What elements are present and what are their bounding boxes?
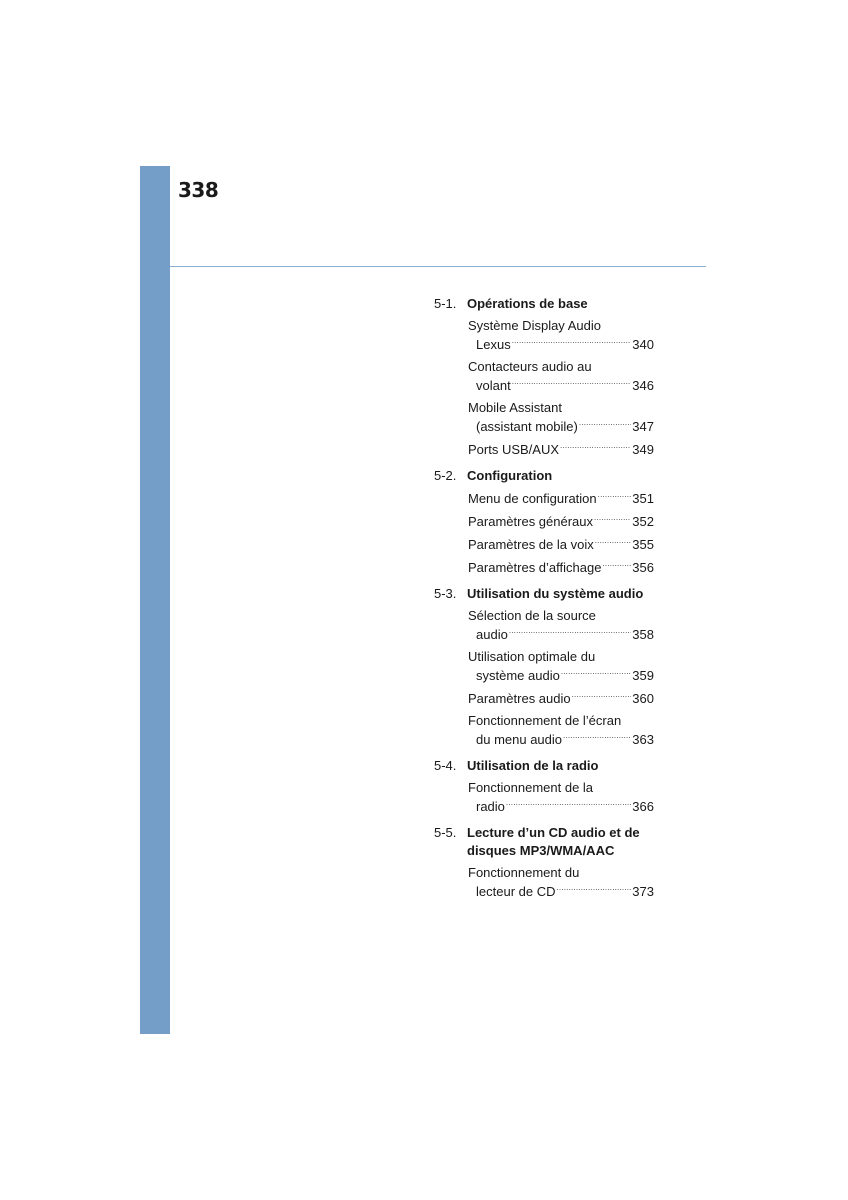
section-number: 5-4. xyxy=(434,758,457,773)
toc-page-number: 340 xyxy=(632,337,654,352)
toc-entry-title: Fonctionnement de l’écran xyxy=(468,713,622,728)
dot-leader xyxy=(556,882,631,896)
toc-entry-title: Fonctionnement de la xyxy=(468,780,594,795)
toc-page-number: 366 xyxy=(632,799,654,814)
toc-page-number: 352 xyxy=(632,514,654,529)
section-title: Opérations de base xyxy=(467,296,588,311)
toc-entry-text: lecteur de CD xyxy=(476,884,556,899)
toc-entry-title: Fonctionnement du xyxy=(468,865,580,880)
table-of-contents xyxy=(434,295,654,901)
toc-entry[interactable] xyxy=(468,440,654,459)
section-number: 5-5. xyxy=(434,825,457,840)
toc-entry[interactable] xyxy=(468,512,654,531)
dot-leader xyxy=(594,512,631,526)
dot-leader xyxy=(579,417,631,431)
toc-entry[interactable] xyxy=(468,317,654,354)
toc-page-number: 360 xyxy=(632,691,654,706)
toc-entry-text: Paramètres généraux xyxy=(468,514,594,529)
toc-section xyxy=(434,824,654,901)
toc-page-number: 349 xyxy=(632,442,654,457)
toc-entry-text: Paramètres de la voix xyxy=(468,537,594,552)
toc-entry-line xyxy=(468,882,654,901)
toc-entry[interactable] xyxy=(468,648,654,685)
dot-leader xyxy=(509,625,631,639)
section-title: Utilisation de la radio xyxy=(467,758,599,773)
section-title: Lecture d’un CD audio et de disques MP3/WMA/AAC xyxy=(467,825,640,858)
header-rule xyxy=(170,266,706,267)
toc-entry-text: Paramètres d’affichage xyxy=(468,560,602,575)
toc-entry-line xyxy=(468,335,654,354)
toc-page-number: 358 xyxy=(632,627,654,642)
toc-entry-text: Lexus xyxy=(476,337,511,352)
dot-leader xyxy=(506,797,631,811)
dot-leader xyxy=(563,730,631,744)
toc-entry-line xyxy=(468,376,654,395)
toc-entry[interactable] xyxy=(468,489,654,508)
toc-page-number: 373 xyxy=(632,884,654,899)
dot-leader xyxy=(512,335,632,349)
section-number: 5-3. xyxy=(434,586,457,601)
section-title: Utilisation du système audio xyxy=(467,586,644,601)
toc-section xyxy=(434,757,654,816)
toc-entry-line xyxy=(468,797,654,816)
dot-leader xyxy=(512,376,632,390)
toc-entry-line xyxy=(468,417,654,436)
toc-entry[interactable] xyxy=(468,779,654,816)
toc-section-heading[interactable] xyxy=(434,467,654,485)
toc-entry-title: Contacteurs audio au xyxy=(468,359,592,374)
toc-entry-text: Paramètres audio xyxy=(468,691,571,706)
toc-entry-title: Mobile Assistant xyxy=(468,400,562,415)
toc-page-number: 351 xyxy=(632,491,654,506)
toc-section xyxy=(434,295,654,459)
toc-entry-line xyxy=(468,730,654,749)
section-number: 5-1. xyxy=(434,296,457,311)
toc-entry[interactable] xyxy=(468,399,654,436)
toc-entry-line xyxy=(468,535,654,554)
page-number: 338 xyxy=(178,178,219,202)
toc-entry-line xyxy=(468,440,654,459)
toc-page-number: 355 xyxy=(632,537,654,552)
toc-entry-text: système audio xyxy=(476,668,560,683)
toc-page-number: 347 xyxy=(632,419,654,434)
toc-page-number: 359 xyxy=(632,668,654,683)
chapter-side-bar xyxy=(140,166,170,1034)
dot-leader xyxy=(560,440,631,454)
toc-entry-line xyxy=(468,512,654,531)
toc-section-heading[interactable] xyxy=(434,757,654,775)
toc-entry-text: volant xyxy=(476,378,511,393)
toc-entry-text: audio xyxy=(476,627,508,642)
dot-leader xyxy=(561,666,631,680)
toc-entry-line xyxy=(468,558,654,577)
toc-entry-title: Utilisation optimale du xyxy=(468,649,596,664)
toc-entry-line xyxy=(468,666,654,685)
toc-entry[interactable] xyxy=(468,712,654,749)
toc-entry[interactable] xyxy=(468,864,654,901)
toc-entry-text: du menu audio xyxy=(476,732,563,747)
toc-entry-line xyxy=(468,689,654,708)
section-number: 5-2. xyxy=(434,468,457,483)
toc-entry-line xyxy=(468,489,654,508)
toc-entry[interactable] xyxy=(468,607,654,644)
toc-section-heading[interactable] xyxy=(434,585,654,603)
toc-entry-line xyxy=(468,625,654,644)
toc-page-number: 356 xyxy=(632,560,654,575)
toc-entry-text: radio xyxy=(476,799,505,814)
toc-entry-text: Ports USB/AUX xyxy=(468,442,560,457)
toc-entry-text: Menu de configuration xyxy=(468,491,597,506)
toc-page-number: 363 xyxy=(632,732,654,747)
toc-entry-text: (assistant mobile) xyxy=(476,419,578,434)
toc-entry[interactable] xyxy=(468,535,654,554)
toc-entry[interactable] xyxy=(468,689,654,708)
toc-entry-title: Sélection de la source xyxy=(468,608,596,623)
toc-section xyxy=(434,467,654,577)
toc-page-number: 346 xyxy=(632,378,654,393)
dot-leader xyxy=(572,689,632,703)
toc-entry-title: Système Display Audio xyxy=(468,318,601,333)
dot-leader xyxy=(602,558,631,572)
dot-leader xyxy=(598,489,632,503)
dot-leader xyxy=(595,535,632,549)
toc-section xyxy=(434,585,654,749)
section-title: Configuration xyxy=(467,468,553,483)
toc-section-heading[interactable] xyxy=(434,824,654,860)
toc-section-heading[interactable] xyxy=(434,295,654,313)
toc-entry[interactable] xyxy=(468,558,654,577)
toc-entry[interactable] xyxy=(468,358,654,395)
